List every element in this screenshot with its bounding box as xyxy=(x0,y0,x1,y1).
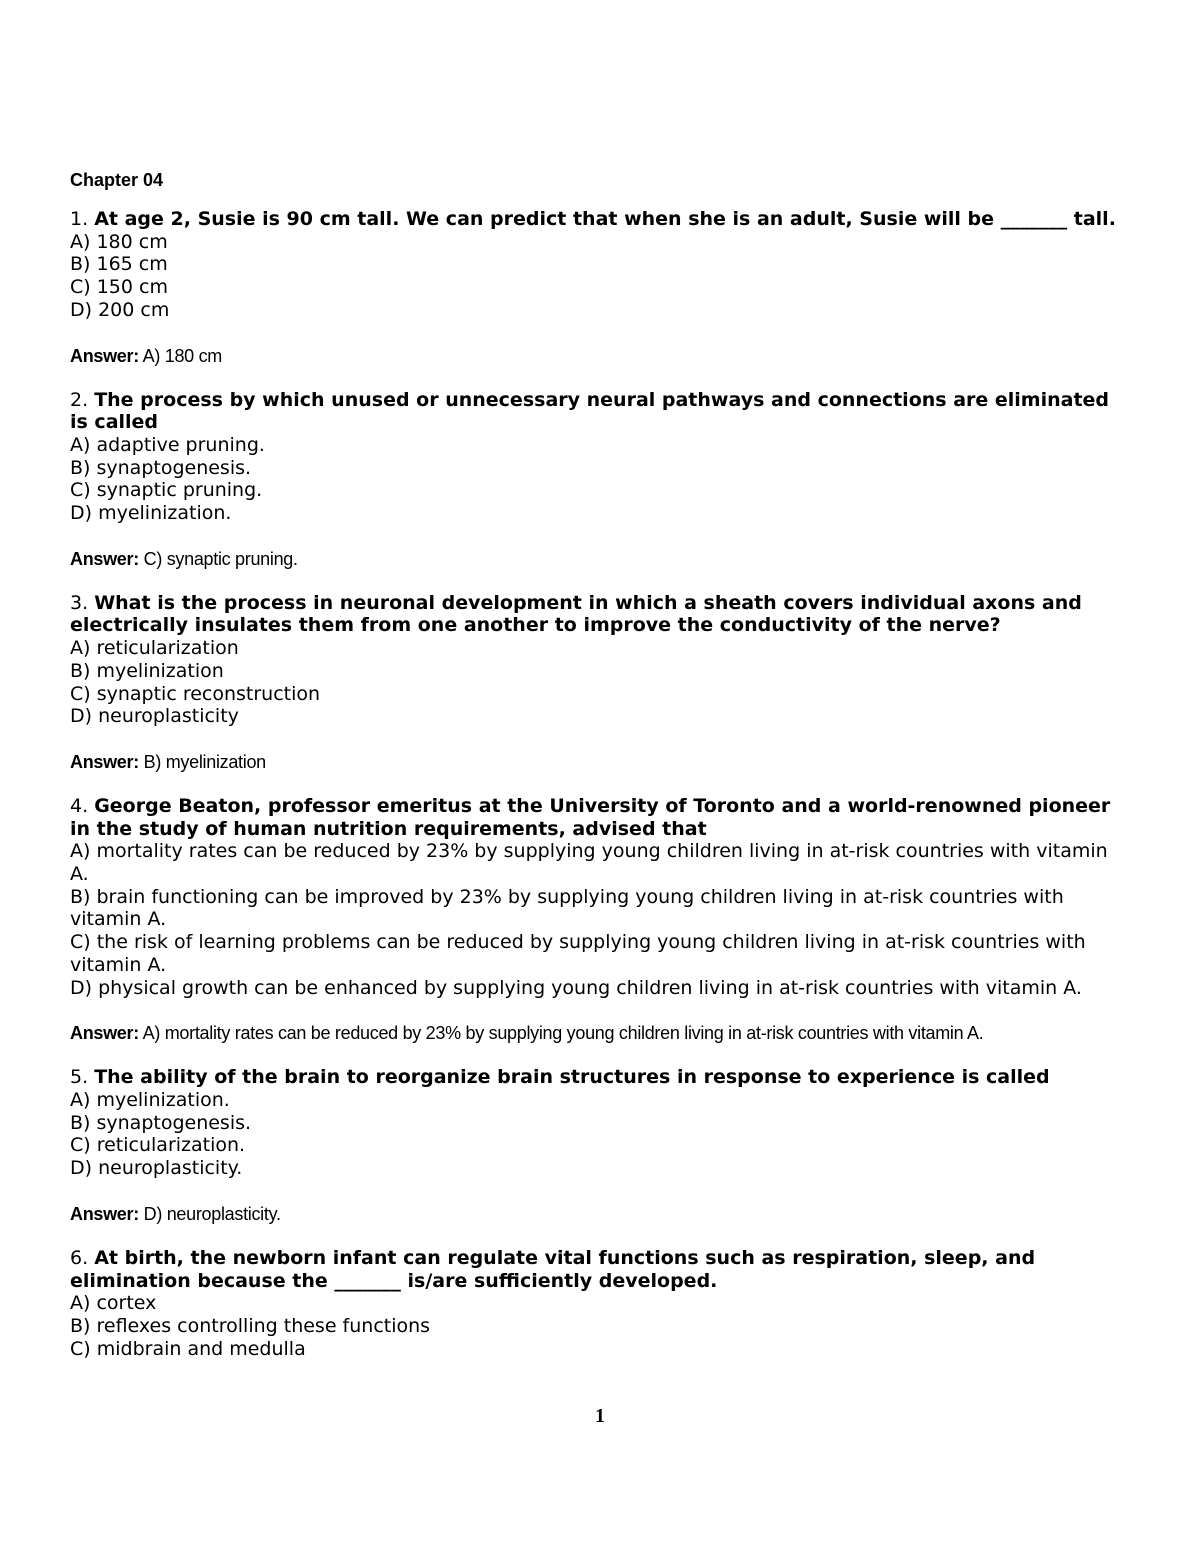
question-2 xyxy=(70,389,1130,570)
answer-options xyxy=(70,637,1130,728)
answer-option: A) mortality rates can be reduced by 23% by supplying young children living in at-risk countries with vitamin A. xyxy=(70,840,1108,886)
answer-option: B) synaptogenesis. xyxy=(70,1111,252,1134)
answer-options xyxy=(70,231,1130,322)
answer-value: C) synaptic pruning. xyxy=(143,548,298,569)
answer-option: B) brain functioning can be improved by 23% by supplying young children living in at-risk countries with vitamin A. xyxy=(70,885,1064,931)
question-3 xyxy=(70,592,1130,773)
question-number: 1. xyxy=(70,208,89,230)
answer-option: C) the risk of learning problems can be reduced by supplying young children living in at-risk countries with vitamin A. xyxy=(70,931,1086,976)
answer-options xyxy=(70,840,1130,999)
answer-option: D) neuroplasticity. xyxy=(70,1157,243,1180)
answer-option: A) 180 cm xyxy=(70,230,168,253)
answer-option: A) reticularization xyxy=(70,637,239,660)
answer-option: C) synaptic reconstruction xyxy=(70,682,321,705)
answer-options xyxy=(70,1292,1130,1360)
question-text: The process by which unused or unnecessary neural pathways and connections are eliminated is called xyxy=(70,388,1110,434)
answer-option: C) midbrain and medulla xyxy=(70,1337,306,1360)
answer-label: Answer: xyxy=(70,548,139,569)
answer-label: Answer: xyxy=(70,1023,139,1044)
answer-option: C) synaptic pruning. xyxy=(70,479,263,502)
chapter-title: Chapter 04 xyxy=(70,170,164,190)
question-6 xyxy=(70,1247,1130,1361)
question-stem xyxy=(70,389,1130,434)
answer-key xyxy=(70,548,1130,570)
question-list xyxy=(70,208,1130,1360)
answer-key xyxy=(70,1022,1130,1044)
question-number: 3. xyxy=(70,591,89,614)
document-content xyxy=(70,168,1130,1360)
answer-option: C) 150 cm xyxy=(70,276,168,299)
answer-option: B) myelinization xyxy=(70,659,224,682)
question-5 xyxy=(70,1066,1130,1225)
answer-label: Answer: xyxy=(70,345,139,366)
answer-option: A) cortex xyxy=(70,1292,157,1315)
answer-option: A) adaptive pruning. xyxy=(70,433,265,456)
answer-value: B) myelinization xyxy=(143,751,266,772)
question-number: 4. xyxy=(70,794,89,817)
page-number: 1 xyxy=(595,1405,605,1427)
answer-key xyxy=(70,751,1130,773)
answer-options xyxy=(70,1089,1130,1180)
answer-option: B) 165 cm xyxy=(70,253,168,276)
question-text: At age 2, Susie is 90 cm tall. We can predict that when she is an adult, Susie will be _______ tall. xyxy=(94,208,1116,230)
question-stem xyxy=(70,795,1130,840)
question-number: 5. xyxy=(70,1066,89,1089)
answer-option: B) reflexes controlling these functions xyxy=(70,1314,431,1337)
answer-option: D) physical growth can be enhanced by supplying young children living in at-risk countries with vitamin A. xyxy=(70,976,1082,999)
question-stem xyxy=(70,592,1130,637)
answer-value: A) mortality rates can be reduced by 23% by supplying young children living in at-risk countries with vitamin A. xyxy=(142,1023,984,1044)
answer-option: C) reticularization. xyxy=(70,1134,246,1157)
question-text: At birth, the newborn infant can regulate vital functions such as respiration, sleep, and elimination because the _______ is/are sufficiently developed. xyxy=(70,1246,1036,1292)
question-4 xyxy=(70,795,1130,1044)
question-number: 6. xyxy=(70,1246,89,1269)
question-stem xyxy=(70,1247,1130,1292)
question-1 xyxy=(70,208,1130,367)
answer-key xyxy=(70,1203,1130,1225)
answer-option: D) myelinization. xyxy=(70,502,232,525)
answer-option: B) synaptogenesis. xyxy=(70,456,252,479)
question-number: 2. xyxy=(70,388,89,411)
answer-options xyxy=(70,434,1130,525)
question-stem xyxy=(70,208,1130,231)
answer-key xyxy=(70,345,1130,367)
answer-option: D) neuroplasticity xyxy=(70,705,239,728)
question-text: The ability of the brain to reorganize brain structures in response to experience is called xyxy=(94,1066,1050,1089)
answer-option: D) 200 cm xyxy=(70,298,170,321)
question-stem xyxy=(70,1066,1130,1089)
answer-value: A) 180 cm xyxy=(142,345,222,366)
question-text: George Beaton, professor emeritus at the University of Toronto and a world-renowned pioneer in the study of human nutrition requirements, advised that xyxy=(70,794,1111,840)
answer-label: Answer: xyxy=(70,751,139,772)
answer-label: Answer: xyxy=(70,1203,139,1224)
answer-option: A) myelinization. xyxy=(70,1088,230,1111)
answer-value: D) neuroplasticity. xyxy=(143,1203,281,1224)
question-text: What is the process in neuronal development in which a sheath covers individual axons and electrically insulates them from one another to improve the conductivity of the nerve? xyxy=(70,591,1082,637)
